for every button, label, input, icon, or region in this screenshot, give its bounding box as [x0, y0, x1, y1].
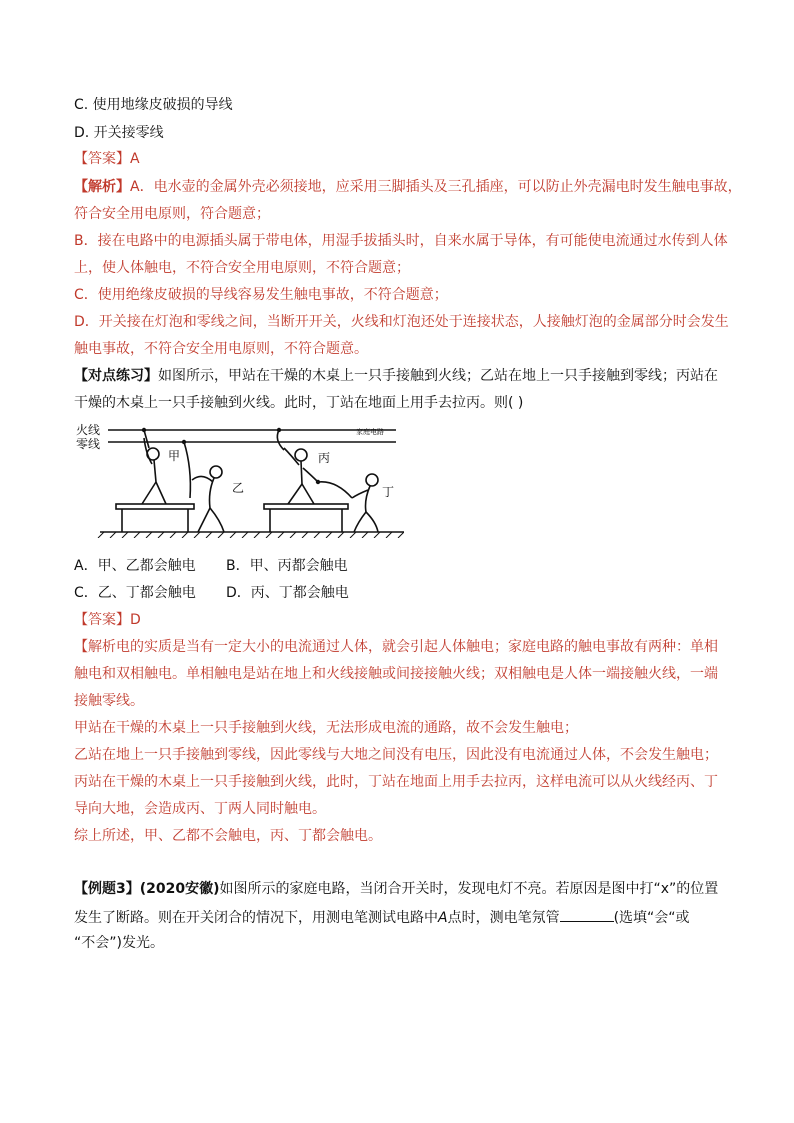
answer-value: D [130, 612, 141, 628]
practice-line-2: 干燥的木桌上一只手接触到火线。此时，丁站在地面上用手去拉丙。则( ) [74, 395, 524, 411]
analysis-line-5: C．使用绝缘皮破损的导线容易发生触电事故，不符合题意； [74, 287, 448, 303]
practice-text: 如图所示，甲站在干燥的木桌上一只手接触到火线；乙站在地上一只手接触到零线；丙站在 [158, 368, 718, 384]
analysis-line-3: B．接在电路中的电源插头属于带电体，用湿手拔插头时，自来水属于导体，有可能使电流通过水传到人体 [74, 233, 728, 249]
practice-answer-line [74, 611, 141, 629]
option-b: B．甲、丙都会触电 [226, 558, 348, 574]
label-live: 火线 [76, 423, 101, 437]
options-row-1 [74, 557, 348, 575]
label-bing: 丙 [318, 451, 331, 465]
bing-head [295, 449, 307, 461]
example3-line-2 [74, 907, 690, 927]
practice-analysis-line-6: 丙站在干燥的木桌上一只手接触到火线，此时，丁站在地面上用手去拉丙，这样电流可以从火线经丙、丁 [74, 774, 718, 790]
practice-analysis-line-5: 乙站在地上一只手接触到零线，因此零线与大地之间没有电压，因此没有电流通过人体，不会发生触电； [74, 747, 718, 763]
answer-tag: 【答案】 [74, 151, 130, 167]
yi-head [210, 466, 222, 478]
analysis-line-2: 符合安全用电原则，符合题意； [74, 206, 270, 222]
option-c: C. 使用地缘皮破损的导线 [74, 97, 233, 113]
analysis-tag: 【解析】 [74, 179, 130, 195]
example3-text-c: (选填“会“或 [613, 910, 690, 926]
label-neutral: 零线 [76, 437, 101, 451]
analysis-line-7: 触电事故，不符合安全用电原则，不符合题意。 [74, 341, 368, 357]
example3-text: 如图所示的家庭电路，当闭合开关时，发现电灯不亮。若原因是图中打“x”的位置 [219, 881, 719, 897]
example3-tag: 【例题3】 [74, 881, 140, 897]
answer-line [74, 150, 140, 168]
option-d: D. 开关接零线 [74, 125, 164, 141]
practice-analysis-line-2: 触电和双相触电。单相触电是站在地上和火线接触或间接接触火线；双相触电是人体一端接触火线，一端 [74, 666, 718, 682]
analysis-text: A．电水壶的金属外壳必须接地，应采用三脚插头及三孔插座，可以防止外壳漏电时发生触电事故， [130, 179, 742, 195]
analysis-line-4: 上，使人体触电，不符合安全用电原则，不符合题意； [74, 260, 410, 276]
example3-text-b: 点时，测电笔氖管 [447, 910, 560, 926]
example3-source: (2020安徽) [139, 881, 220, 897]
example3-line-1 [74, 880, 718, 898]
option-c: C．乙、丁都会触电 [74, 585, 196, 601]
practice-line-1 [74, 367, 718, 385]
example3-line-3: “不会”)发光。 [74, 935, 164, 951]
circuit-figure [74, 420, 404, 538]
label-jia: 甲 [168, 449, 181, 463]
answer-tag: 【答案】 [74, 612, 130, 628]
practice-analysis-line-7: 导向大地，会造成丙、丁两人同时触电。 [74, 801, 326, 817]
practice-analysis-line-8: 综上所述，甲、乙都不会触电，丙、丁都会触电。 [74, 828, 382, 844]
label-yi: 乙 [232, 481, 245, 495]
analysis-line-6: D．开关接在灯泡和零线之间，当断开开关，火线和灯泡还处于连接状态，人接触灯泡的金属部分时会发生 [74, 314, 729, 330]
option-a: A．甲、乙都会触电 [74, 558, 196, 574]
practice-analysis-line-1: 【解析电的实质是当有一定大小的电流通过人体，就会引起人体触电；家庭电路的触电事故有两种：单相 [74, 639, 718, 655]
label-circuit: 家庭电路 [356, 428, 384, 436]
answer-blank [560, 907, 614, 922]
practice-analysis-line-3: 接触零线。 [74, 693, 144, 709]
analysis-line-1 [74, 178, 742, 196]
example3-text-a: 发生了断路。则在开关闭合的情况下，用测电笔测试电路中 [74, 910, 438, 926]
point-a: A [438, 910, 448, 926]
option-d: D．丙、丁都会触电 [226, 585, 349, 601]
label-ding: 丁 [382, 485, 395, 499]
options-row-2 [74, 584, 349, 602]
practice-analysis-line-4: 甲站在干燥的木桌上一只手接触到火线，无法形成电流的通路，故不会发生触电； [74, 720, 578, 736]
practice-tag: 【对点练习】 [74, 368, 158, 384]
ding-head [366, 474, 378, 486]
answer-value: A [130, 151, 140, 167]
